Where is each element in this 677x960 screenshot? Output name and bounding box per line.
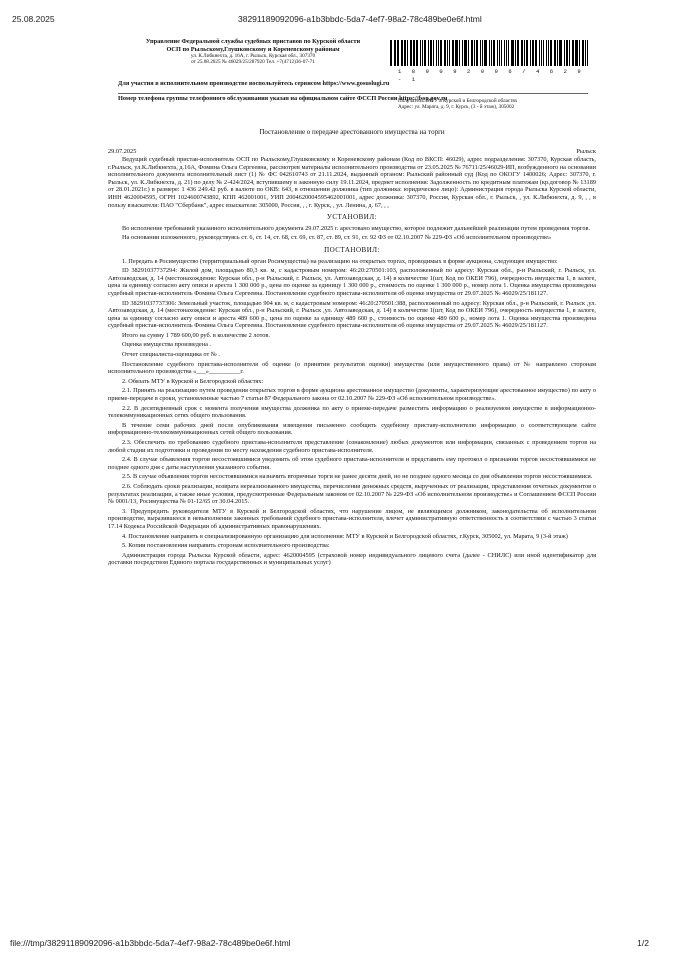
clause-2-2-b: В течение семи рабочих дней после опубликования извещения письменно сообщить судебному приставу-исполнителю информацию о соответствующем сайте информационно-телекоммуникационных сетей общего пользования.	[108, 421, 596, 437]
print-date: 25.08.2025	[12, 14, 55, 24]
valuation-line: Оценка имущества произведена .	[122, 341, 212, 349]
clause-2-3: 2.3. Обеспечить по требованию судебного пристава-исполнителя представление (ознакомление) любых документов или информации, связанных с проведением торгов на любой стадии их подготовки и проведения по месту нахождения судебного пристава-исполнителя.	[108, 439, 596, 454]
recipient-block	[398, 98, 598, 110]
heading-postanovil: ПОСТАНОВИЛ:	[324, 245, 380, 254]
document	[108, 38, 596, 569]
gosuslugi-notice: Для участия в исполнительном производстве воспользуйтесь сервисом https://www.gosuslugi.ru	[118, 80, 390, 87]
document-title: Постановление о передаче арестованного имущества на торги	[259, 128, 445, 136]
clause-2: 2. Обязать МТУ в Курской и Белгородской областях:	[122, 377, 264, 385]
document-city: Рыльск	[576, 148, 596, 155]
clause-2-5: 2.5. В случае объявления торгов несостоявшимися назначить вторичные торги не ранее десяти дней, но не позднее одного месяца со дня объявления торгов несостоявшимися.	[122, 473, 593, 481]
print-page-number: 1/2	[637, 938, 649, 948]
barcode-number: 1 8 9 0 9 2 0 9 6 / 4 6 2 9 - 1	[398, 68, 585, 83]
document-date: 29.07.2025	[108, 148, 137, 155]
recipient-address: Адрес: ул. Марата, д. 9, г. Курск, (3 - й этаж), 305002	[398, 104, 515, 110]
clause-2-4: 2.4. В случае объявления торгов несостоявшимися уведомить об этом судебного пристава-исполнителя и представить ему протокол о признании торгов несостоявшимися не позднее одного дня с даты наступления указанного события.	[108, 456, 596, 471]
clause-2-1: 2.1. Принять на реализацию путем проведения открытых торгов в форме аукциона арестованное имущество (документы, характеризующие арестованное имущество) по акту о приеме-передаче в сроки, установленные частью 7 статьи 87 Федерального закона от 02.10.2007 № 229-ФЗ «Об исполнительном производстве».	[108, 387, 596, 403]
clause-2-6: 2.6. Соблюдать сроки реализации, возврата нереализованного имущества, перечисления денежных средств, вырученных от реализации, представления отчетных документов о результатах реализации, а также иные условия, предусмотренные Федеральным законом от 02.10.2007 № 229-ФЗ «Об исполнительном производстве» и Соглашением ФССП России № 0001/13, Росимущества № 01-12/65 от 30.04.2015.	[108, 482, 596, 506]
recipient-name: Получатель: МТУ в Курской и Белгородской областях	[398, 98, 518, 104]
property-item-1: ID 38291037737294: Жилой дом, площадью 80,3 кв. м, с кадастровым номером: 46:20:270501:103, расположенный по адресу: Курская обл., р-н Рыльский, г. Рыльск, ул. Автозаводская, д. 14 (местонахождение: Курская обл., р-н Рыльский, г. Рыльск, ул. Автозаводская, д. 14) в количестве 1(шт, Код по ОКЕИ 796), очередность имущества 1, в залоге, цена за единицу согласно акту описи и ареста 1 300 000 р., цена по оценке за единицу 1 300 000 р., стоимость по оценке 1 300 000 р., номер лота 1. Оценка имущества произведена судебный пристав-исполнитель Фомина Ольга Сергеевна. Постановление судебного пристава-исполнителя об оценке имущества от 29.07.2025 № 46029/25/181127.	[108, 267, 596, 297]
clause-5-a: Администрация города Рыльска Курской области, адрес: 4620004595 (страховой номер индивидуального лицевого счета (далее - СНИЛС) или иной идентификатор для доставки посредством Единого портала государственных и муниципальных услуг)	[108, 551, 596, 567]
print-title: 38291189092096-a1b3bbdc-5da7-4ef7-98a2-78c489be0e6f.html	[238, 14, 482, 24]
ustanovil-paragraph-2: На основании изложенного, руководствуясь ст. 6, ст. 14, ст. 68, ст. 69, ст. 87, ст. 89, ст. 91, ст. 92 ФЗ от 02.10.2007 № 229-ФЗ «Об исполнительном производстве»	[122, 234, 552, 242]
clause-2-2: 2.2. В десятидневный срок с момента получения имущества должника по акту о приеме-передаче разместить информацию о реализуемом имуществе в информационно-телекоммуникационных сетях общего пользования.	[108, 404, 596, 420]
organization-block	[118, 38, 388, 65]
org-name: Управление Федеральной службы судебных приставов по Курской области	[145, 38, 361, 45]
org-department: ОСП по Рыльскому,Глушковскому и Кореневскому районам	[166, 45, 340, 53]
total-sum: Итого на сумму 1 789 600,00 руб. в количестве 2 лотов.	[122, 331, 270, 339]
document-header	[108, 38, 596, 156]
clause-3: 3. Предупредить руководителя МТУ в Курской и Белгородской областях, что нарушение лицом, не являющимся должником, законодательства об исполнительном производстве, выразившееся в невыполнении законных требований судебного пристава-исполнителя, влечет административную ответственность в соответствии с частью 3 статьи 17.14 Кодекса Российской Федерации об административных правонарушениях.	[108, 507, 596, 530]
org-registration: от 25.08.2025 № 46029/25/287920 Тел. +7(4712)36-07-71	[191, 59, 315, 66]
clause-4: 4. Постановление направить в специализированную организацию для исполнения: МТУ в Курской и Белгородской областях, г.Курск, 305002, ул. Марата, 9 (3-й этаж)	[122, 532, 568, 540]
barcode-icon	[390, 40, 590, 66]
intro-paragraph: Ведущий судебный пристав-исполнитель ОСП по Рыльскому,Глушковскому и Кореневскому районам (Код по ВКСП: 46029), адрес подразделения: 307370, Курская область, г.Рыльск, ул.К.Либкнехта, д.16А, Фомина Ольга Сергеевна, рассмотрев материалы исполнительного производства от 23.05.2025 № 76711/25/46029-ИП, возбужденного на основании исполнительного документа исполнительный лист (1) № ФС 042610743 от 21.11.2024, выданный органом: Рыльский районный суд (Код по ОКОГУ 1400026; Адрес: 307370, г. Рыльск, ул. К.Либкнехта, д. 21) по делу № 2-424/2024, вступившему в законную силу 19.11.2024, предмет исполнения: Задолженность по кредитным платежам (кр.договор № 13189 от 28.01.2021г.) в размере: 1 436 249.42 руб. в валюте по ОКВ: 643, в отношении должника (тип должника: юридическое лицо): Администрация города Рыльска Курской области, ИНН 4620004595, ОГРН 1024600743892, КПП 462001001, УИП 2004620004595462001001, адрес должника: 307370, Россия, Курская обл., г. Рыльск, , ул. К.Либкнехта, д. 9, , , в пользу взыскателя: ПАО "Сбербанк", адрес взыскателя: 305000, Россия, , , г. Курск, , ул. Ленина, д. 67, , ,	[108, 156, 596, 209]
clause-1: 1. Передать в Росимущество (территориальный орган Росимущества) на реализацию на открытых торгах, проводимых в форме аукциона, следующее имущество:	[122, 257, 558, 265]
heading-ustanovil: УСТАНОВИЛ:	[326, 213, 378, 222]
ustanovil-paragraph-1: Во исполнение требований указанного исполнительного документа 29.07.2025 г. арестовано имущество, которое подлежит дальнейшей реализации путем проведения торгов.	[122, 224, 591, 232]
property-item-2: ID 38291037737306: Земельный участок, площадью 904 кв. м, с кадастровым номером: 46:20:270501:388, расположенный по адресу: Курская обл., р-н Рыльский, г. Рыльск ,ул. Автозаводская, д. 14 (местонахождение: Курская обл., р-н Рыльский, г. Рыльск ,ул. Автозаводская, д. 14) в количестве 1(шт, Код по ОКЕИ 796), очередность имущества 1, в залоге, цена за единицу согласно акту описи и ареста 489 600 р., цена по оценке за единицу 489 600 р., стоимость по оценке 489 600 р., номер лота 1. Оценка имущества произведена судебный пристав-исполнитель Фомина Ольга Сергеевна. Постановление судебного пристава-исполнителя об оценке имущества от 29.07.2025 № 46029/25/181127.	[108, 299, 596, 330]
valuation-notice: Постановление судебного пристава-исполнителя об оценке (о принятии результатов оценки) имущества (или имущественного права) от № направлено сторонам исполнительного производства «___»__________г.	[108, 360, 596, 376]
org-address: ул. К.Либкнехта, д. 16А, г. Рыльск, Курская обл., 307370	[190, 53, 316, 60]
print-url: file:///tmp/38291189092096-a1b3bbdc-5da7-4ef7-98a2-78c489be0e6f.html	[10, 938, 291, 948]
phone-notice: Номер телефона группы телефонного обслуживания указан на официальном сайте ФССП России https://fssp.gov.ru	[118, 93, 588, 103]
appraiser-report-line: Отчет специалиста-оценщика от № .	[122, 351, 220, 359]
clause-5: 5. Копии постановления направить сторонам исполнительного производства:	[122, 542, 330, 550]
